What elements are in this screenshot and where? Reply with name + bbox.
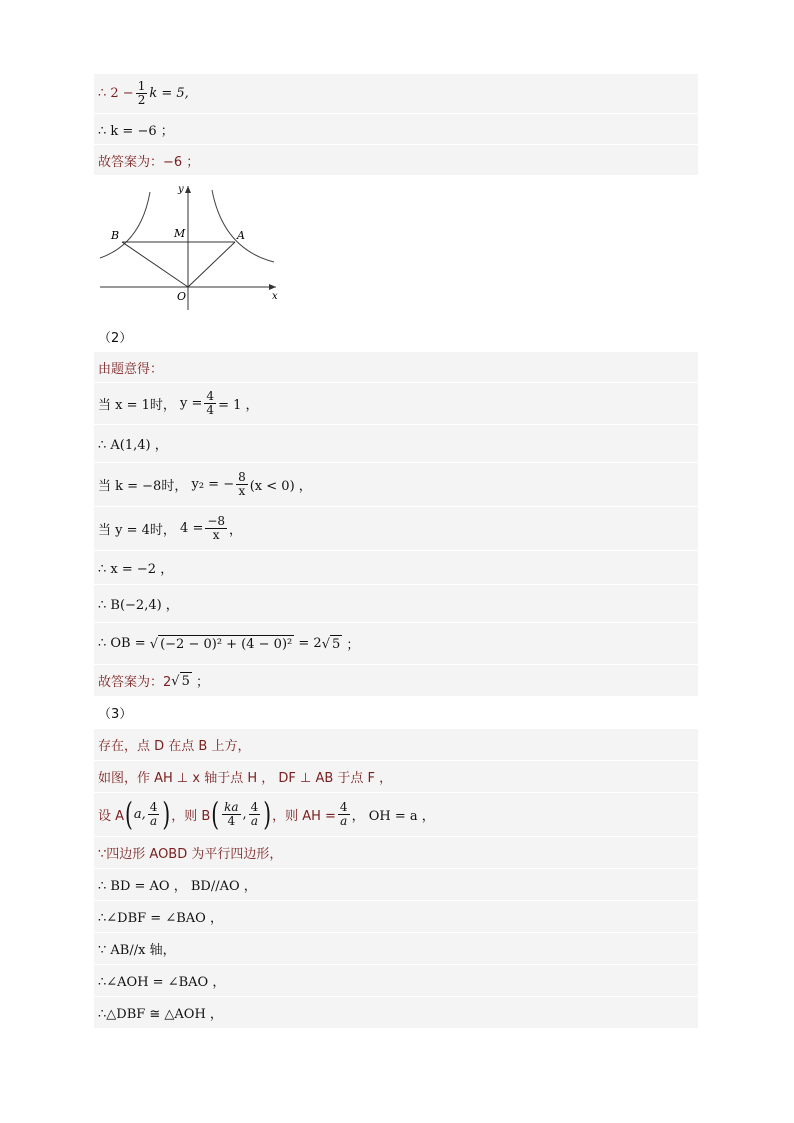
hyperbola-figure bbox=[98, 182, 280, 314]
line-given: 由题意得： bbox=[94, 352, 698, 383]
line-bd-ao: ∴ BD = AO ， BD//AO ， bbox=[94, 869, 698, 901]
line-angle-dbf: ∴∠DBF = ∠BAO ， bbox=[94, 901, 698, 933]
line-parallelogram: ∵四边形 AOBD 为平行四边形， bbox=[94, 837, 698, 869]
line-exists: 存在，点 D 在点 B 上方， bbox=[94, 729, 698, 761]
part-3-heading: （3） bbox=[94, 697, 698, 729]
sqrt-expression: √ (−2 − 0)² + (4 − 0)² bbox=[149, 637, 293, 652]
figure-container bbox=[94, 176, 698, 322]
line-angle-aoh: ∴∠AOH = ∠BAO ， bbox=[94, 965, 698, 997]
label-b: B bbox=[111, 229, 120, 242]
line-ob-length: ∴ OB = √ (−2 − 0)² + (4 − 0)² = 2 √ 5 ； bbox=[94, 623, 698, 665]
line-y-when-x1: 当 x = 1时， y = $\frac{4}{4}$ = 1 ， bbox=[94, 383, 698, 425]
line-ab-parallel: ∵ AB//x 轴， bbox=[94, 933, 698, 965]
line-y-equals-4: 当 y = 4时， 4 = $\frac{-8}{x}$ ， bbox=[94, 507, 698, 551]
line-equation-k: ∴ 2 − $\frac{1}{2}$ k = 5, bbox=[94, 74, 698, 114]
line-point-a: ∴ A(1,4) ， bbox=[94, 425, 698, 463]
line-answer-2: 故答案为：2 √ 5 ； bbox=[94, 665, 698, 697]
label-a: A bbox=[237, 229, 245, 242]
solution-content bbox=[94, 74, 698, 1029]
label-m: M bbox=[174, 227, 186, 240]
label-o: O bbox=[177, 290, 187, 303]
line-y2-function: 当 k = −8时， y₂ = − $\frac{8}{x}$ (x < 0) ， bbox=[94, 463, 698, 507]
line-answer-1: 故答案为：−6 ； bbox=[94, 145, 698, 176]
label-x: x bbox=[272, 291, 278, 302]
fraction-one-half: $\frac{1}{2}$ bbox=[137, 79, 146, 107]
part-2-heading: （2） bbox=[94, 322, 698, 352]
line-point-b: ∴ B(−2,4) ， bbox=[94, 585, 698, 623]
label-y: y bbox=[178, 184, 184, 195]
line-x-value: ∴ x = −2 ， bbox=[94, 551, 698, 585]
line-k-value: ∴ k = −6 ； bbox=[94, 114, 698, 145]
line-congruent: ∴△DBF ≅ △AOH ， bbox=[94, 997, 698, 1029]
line-set-a: 设 A ( a, $\frac{4}{a}$ ) ，则 B ( $\frac{ka}{4}$ , $\frac{4}{a}$ ) ，则 AH = $\frac{4}{a}$ ， OH = a ， bbox=[94, 793, 698, 837]
line-construct: 如图，作 AH ⊥ x 轴于点 H ， DF ⊥ AB 于点 F ， bbox=[94, 761, 698, 793]
